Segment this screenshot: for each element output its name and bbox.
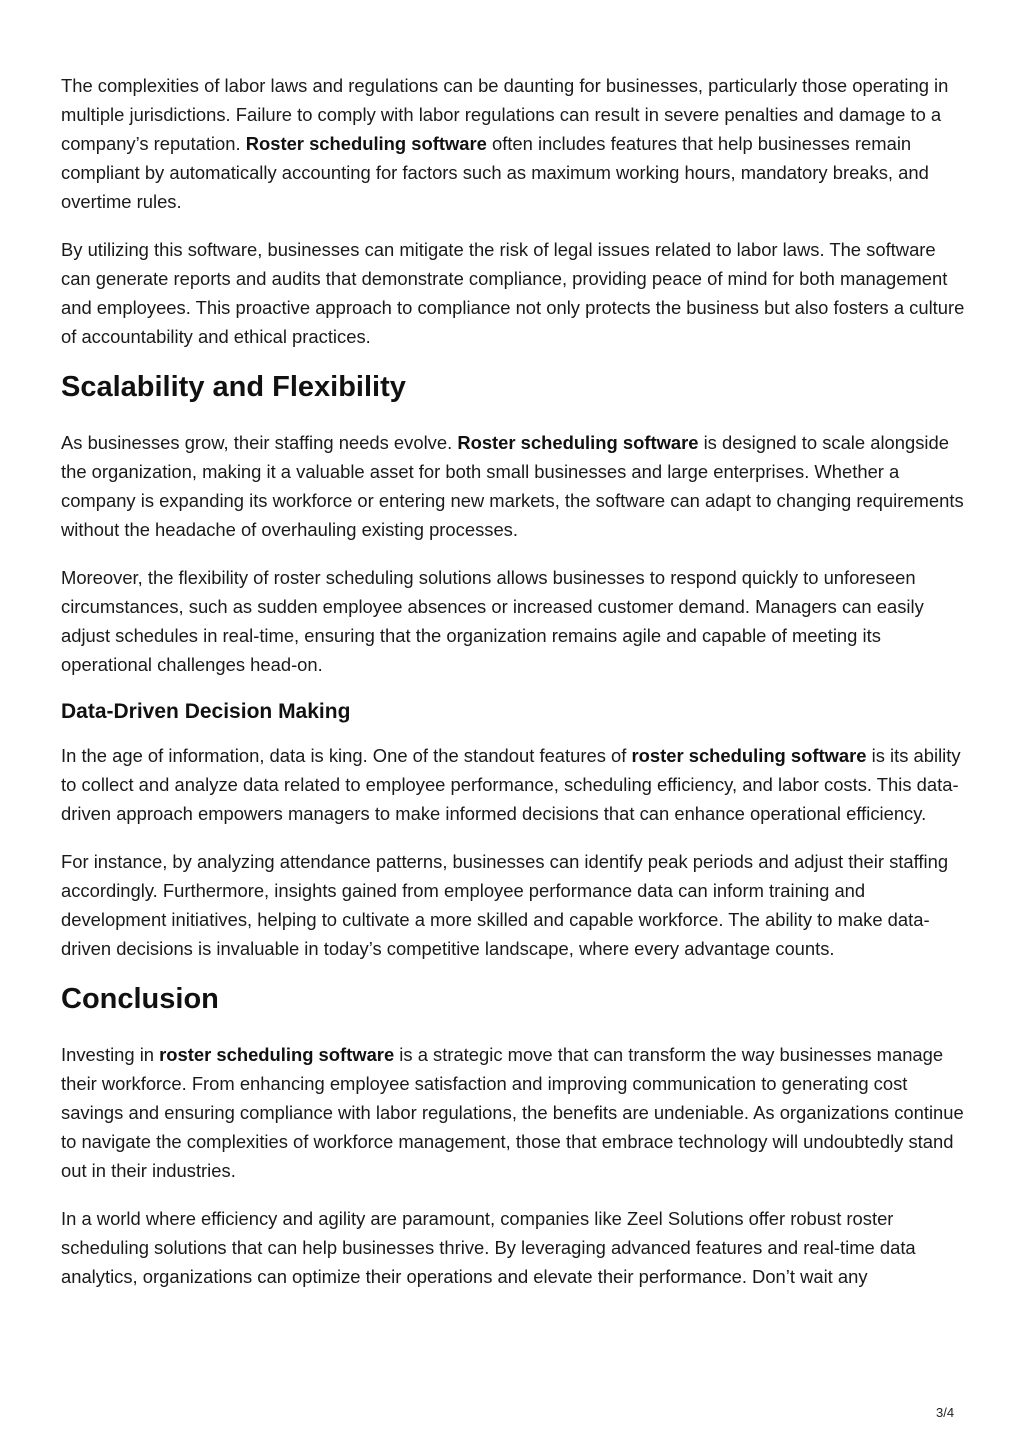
paragraph-text: Investing in [61, 1044, 160, 1065]
paragraph-text: is its ability to collect and analyze data related to employee performance, scheduling efficiency, and labor costs. This data-driven approach empowers managers to make informed decisions that can enhance operational efficiency. [61, 745, 961, 824]
paragraph-investing [61, 1040, 967, 1185]
bold-keyword: roster scheduling software [631, 745, 867, 766]
paragraph-text: is a strategic move that can transform the way businesses manage their workforce. From enhancing employee satisfaction and improving communication to generating cost savings and ensuring compliance with labor regulations, the benefits are undeniable. As organizations continue to navigate the complexities of workforce management, those that embrace technology will undoubtedly stand out in their industries. [61, 1044, 964, 1181]
heading-conclusion: Conclusion [61, 983, 219, 1015]
paragraph-compliance [61, 71, 967, 216]
paragraph-text: As businesses grow, their staffing needs evolve. [61, 432, 458, 453]
document-body [61, 71, 967, 1310]
heading-scalability: Scalability and Flexibility [61, 371, 406, 403]
page-number: 3/4 [936, 1405, 955, 1420]
paragraph-legal-risk: By utilizing this software, businesses can mitigate the risk of legal issues related to labor laws. The software can generate reports and audits that demonstrate compliance, providing peace of mind for both management and employees. This proactive approach to compliance not only protects the business but also fosters a culture of accountability and ethical practices. [61, 239, 965, 347]
heading-data-driven: Data-Driven Decision Making [61, 700, 351, 723]
paragraph-text: The complexities of labor laws and regulations can be daunting for businesses, particularly those operating in multiple jurisdictions. Failure to comply with labor regulations can result in severe penalties and damage to a company’s reputation. [61, 75, 949, 154]
paragraph-data-king [61, 741, 967, 828]
paragraph-flexibility: Moreover, the flexibility of roster scheduling solutions allows businesses to respond quickly to unforeseen circumstances, such as sudden employee absences or increased customer demand. Managers can easily adjust schedules in real-time, ensuring that the organization remains agile and capable of meeting its operational challenges head-on. [61, 567, 924, 675]
paragraph-zeel-solutions: In a world where efficiency and agility are paramount, companies like Zeel Solutions offer robust roster scheduling solutions that can help businesses thrive. By leveraging advanced features and real-time data analytics, organizations can optimize their operations and elevate their performance. Don’t wait any [61, 1208, 916, 1287]
paragraph-scale [61, 428, 967, 544]
paragraph-text: In the age of information, data is king. One of the standout features of [61, 745, 632, 766]
bold-keyword: Roster scheduling software [245, 133, 487, 154]
bold-keyword: Roster scheduling software [457, 432, 699, 453]
paragraph-text: is designed to scale alongside the organization, making it a valuable asset for both small businesses and large enterprises. Whether a company is expanding its workforce or entering new markets, the software can adapt to changing requirements without the headache of overhauling existing processes. [61, 432, 964, 540]
paragraph-attendance: For instance, by analyzing attendance patterns, businesses can identify peak periods and adjust their staffing accordingly. Furthermore, insights gained from employee performance data can inform training and development initiatives, helping to cultivate a more skilled and capable workforce. The ability to make data-driven decisions is invaluable in today’s competitive landscape, where every advantage counts. [61, 851, 949, 959]
paragraph-text: often includes features that help businesses remain compliant by automatically accounting for factors such as maximum working hours, mandatory breaks, and overtime rules. [61, 133, 929, 212]
bold-keyword: roster scheduling software [159, 1044, 395, 1065]
